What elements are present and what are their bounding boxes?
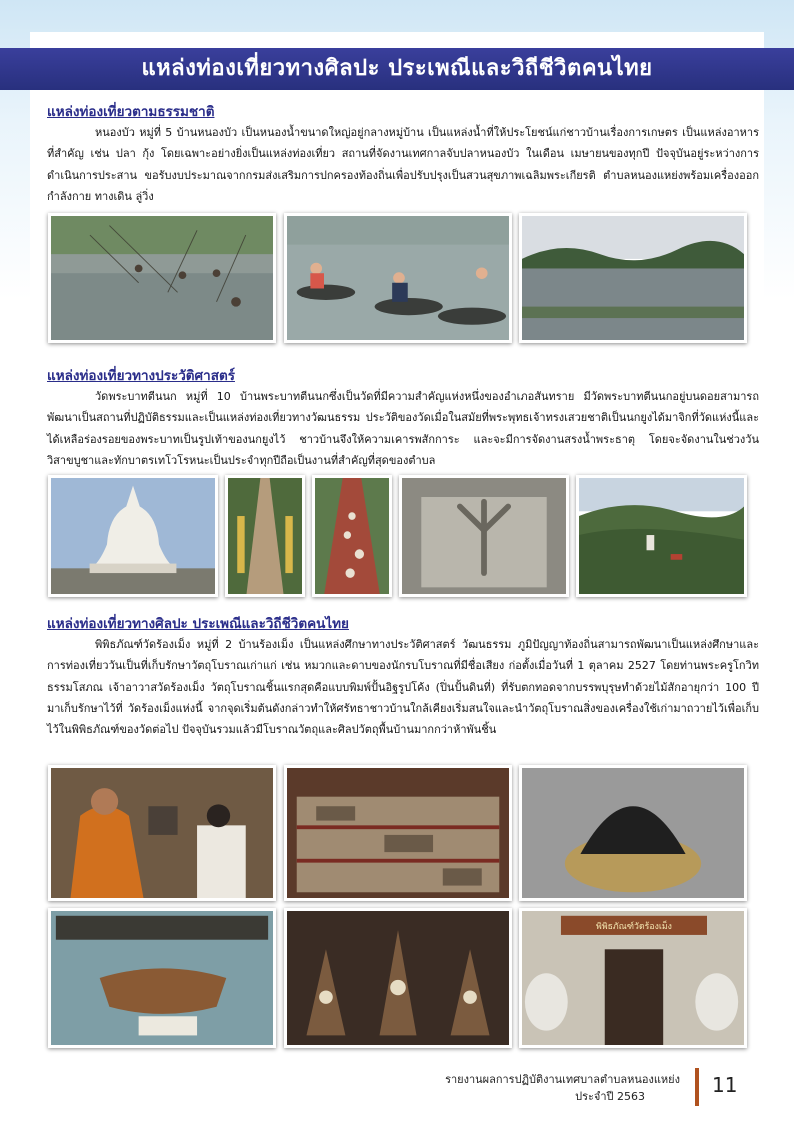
photo-carved-shrines	[284, 908, 512, 1048]
footer-divider	[695, 1068, 699, 1106]
photo-staircase	[225, 475, 305, 597]
page-number: 11	[712, 1073, 738, 1097]
photo-aerial-temple	[576, 475, 747, 597]
photo-procession	[312, 475, 392, 597]
section-heading-history: แหล่งท่องเที่ยวทางประวัติศาสตร์	[47, 368, 235, 384]
footer-report-title: รายงานผลการปฏิบัติงานเทศบาลตำบลหนองแหย่ง	[445, 1073, 680, 1086]
photo-monk-visitors	[48, 765, 276, 901]
photo-buddha-statue	[48, 475, 218, 597]
museum-sign-text: พิพิธภัณฑ์วัดร้องเม็ง	[596, 922, 672, 933]
section-body-history: วัดพระบาทตีนนก หมู่ที่ 10 บ้านพระบาทตีนนกซึ่งเป็นวัดที่มีความสำคัญแห่งหนึ่งของอำเภอสันทราย มีวัดพระบาทตีนนกอยู่บนดอยสามารถพัฒนาเป็นสถานที่ปฏิบัติธรรมและเป็นแหล่งท่องเที่ยวทางวัฒนธรรม ประวัติของวัดเมื่อในสมัยที่พระพุทธเจ้าทรงเสวยชาติเป็นนกยูงได้มาจิกที่วัดแห่งนี้และได้เหลือร่องรอยของพระบาทเป็นรูปเท้าของนกยูงไว้ ชาวบ้านจึงให้ความเคารพสักการะ และจะมีการจัดงานสรงน้ำพระธาตุ โดยจะจัดงานในช่วงวันวิสาขบูชาและทักบาตรเทโวโรหนะเป็นประจำทุกปีถือเป็นงานที่สำคัญที่สุดของตำบล	[47, 390, 759, 467]
photo-brick-mold	[48, 908, 276, 1048]
photo-museum-cabinet	[284, 765, 512, 901]
photo-ancient-hat	[519, 765, 747, 901]
photo-rafts	[284, 213, 512, 343]
section-heading-culture: แหล่งท่องเที่ยวทางศิลปะ ประเพณีและวิถีชีวิตคนไทย	[47, 616, 349, 632]
page-banner: แหล่งท่องเที่ยวทางศิลปะ ประเพณีและวิถีชีวิตคนไทย	[0, 48, 794, 90]
section-body-nature: หนองบัว หมู่ที่ 5 บ้านหนองบัว เป็นหนองน้ำขนาดใหญ่อยู่กลางหมู่บ้าน เป็นแหล่งน้ำที่ให้ประโยชน์แก่ชาวบ้านเรื่องการเกษตร เป็นแหล่งอาหารที่สำคัญ เช่น ปลา กุ้ง โดยเฉพาะอย่างยิ่งเป็นแหล่งท่องเที่ยว สถานที่จัดงานเทศกาลจับปลาหนองบัว ในเดือน เมษายนของทุกปี ปัจจุบันอยู่ระหว่างการดำเนินการประสาน ขอรับงบประมาณจากกรมส่งเสริมการปกครองท้องถิ่นเพื่อปรับปรุงเป็นสวนสุขภาพเฉลิมพระเกียรติ ตำบลหนองแหย่งพร้อมเครื่องออกกำลังกาย ทางเดิน ลู่วิ่ง	[47, 126, 759, 203]
photo-bird-footprint	[399, 475, 569, 597]
section-heading-nature: แหล่งท่องเที่ยวตามธรรมชาติ	[47, 104, 215, 120]
footer-year: ประจำปี 2563	[575, 1090, 645, 1103]
photo-fishing-nets	[48, 213, 276, 343]
section-body-culture: พิพิธภัณฑ์วัดร้องเม็ง หมู่ที่ 2 บ้านร้องเม็ง เป็นแหล่งศึกษาทางประวัติศาสตร์ วัฒนธรรม ภูมิปัญญาท้องถิ่นสามารถพัฒนาเป็นแหล่งศึกษาและการท่องเที่ยววันเป็นที่เก็บรักษาวัตถุโบราณเก่าแก่ เช่น หมวกและดาบของนักรบโบราณที่มีชื่อเสียง ก่อตั้งเมื่อวันที่ 1 ตุลาคม 2527 โดยท่านพระครูโกวิทธรรมโสภณ เจ้าอาวาสวัดร้องเม็ง วัตถุโบราณชิ้นแรกสุดคือแบบพิมพ์ปั้นอิฐรูปโค้ง (ปิ่นปั้นดินที่) ที่รับตกทอดจากบรรพบุรุษทำด้วยไม้สักอายุกว่า 100 ปี มาเก็บรักษาไว้ที่ วัดร้องเม็งแห่งนี้ จากจุดเริ่มต้นดังกล่าวทำให้ศรัทธาชาวบ้านใกล้เคียงเริ่มสนใจและนำวัตถุโบราณสิ่งของเครื่องใช้เก่ามาถวายไว้เพื่อเก็บไว้ในพิพิธภัณฑ์ของวัดต่อไป ปัจจุบันรวมแล้วมีโบราณวัตถุและศิลปวัตถุพื้นบ้านมากกว่าห้าพันชิ้น	[47, 638, 759, 737]
photo-museum-entrance	[519, 908, 747, 1048]
photo-lake	[519, 213, 747, 343]
